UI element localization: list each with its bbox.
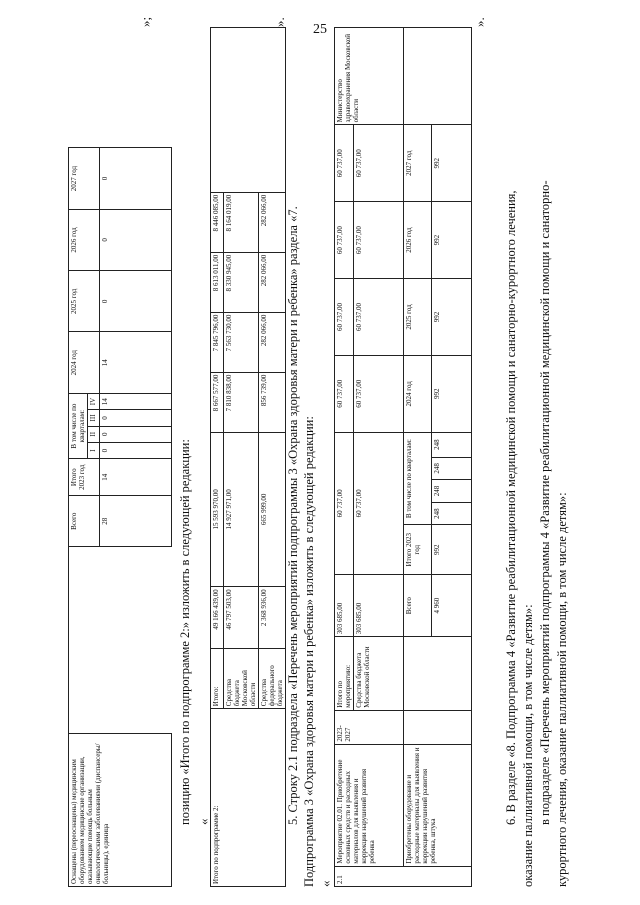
header-q4: IV <box>88 393 100 409</box>
res-q4: 248 <box>432 432 472 457</box>
header-2025: 2025 год <box>69 271 100 332</box>
cell-2027: 0 <box>100 148 172 209</box>
header-quarters: В том числе по кварталам: <box>69 393 88 458</box>
year-2023-itogo: 60 737,00 <box>335 432 354 574</box>
header-2024: 2024 год <box>69 332 100 393</box>
closing-quote-1: »; <box>138 16 153 27</box>
row-regional-2025: 7 563 730,00 <box>224 312 259 372</box>
source-regional: Средства бюджета Московской области <box>354 637 404 710</box>
cell-2025: 0 <box>100 271 172 332</box>
paragraph-5-line-1: 5. Строку 2.1 подраздела «Перечень мероприятий подпрограммы 3 «Охрана здоровья матери и ребенка» раздела «7. <box>286 206 300 825</box>
row-federal-2026: 282 066,00 <box>259 252 286 312</box>
event-period: 2023-2027 <box>335 710 404 744</box>
row-itogo-total: 49 166 439,00 <box>211 587 224 649</box>
itogo-2024: 60 737,00 <box>335 355 354 432</box>
row-regional-label: Средства бюджета Московской области <box>224 649 259 709</box>
row-itogo-2024: 8 667 577,00 <box>211 372 224 432</box>
subprogram-2-label: Итого по подпрограмме 2: <box>211 709 286 887</box>
res-q1: 248 <box>432 502 472 525</box>
res-header-2024: 2024 год <box>404 355 432 432</box>
source-itogo: Итого по мероприятию: <box>335 637 354 710</box>
row-federal-label: Средства федерального бюджета <box>259 649 286 709</box>
res-header-2027: 2027 год <box>404 125 432 202</box>
row-federal-2023: 665 999,00 <box>259 432 286 587</box>
year-2023-regional: 60 737,00 <box>354 432 404 574</box>
res-2023: 992 <box>432 525 472 575</box>
res-2024: 992 <box>432 355 472 432</box>
subprogram-2-total-table <box>210 27 286 887</box>
res-header-2025: 2025 год <box>404 279 432 356</box>
indicator-label: Оснащены (переоснащены) медицинским оборудованием медицинские организации, оказывающие помощь больным онкологическими заболеваниями (диспансеры/ больницы), единица <box>69 733 172 886</box>
row-regional-total: 46 797 503,00 <box>224 587 259 649</box>
page-number: 25 <box>313 22 327 37</box>
cell-total: 28 <box>100 496 172 547</box>
indicator-table-oncology <box>68 27 172 887</box>
paragraph-6-line-1: 6. В разделе «8. Подпрограмма 4 «Развитие реабилитационной медицинской помощи и санаторно-курортного лечения, <box>504 190 518 825</box>
row-regional-2026: 8 330 945,00 <box>224 252 259 312</box>
res-header-2026: 2026 год <box>404 202 432 279</box>
cell-q3: 0 <box>100 410 172 426</box>
cell-q2: 0 <box>100 426 172 442</box>
header-2027: 2027 год <box>69 148 100 209</box>
itogo-2026: 60 737,00 <box>335 202 354 279</box>
row-federal-2025: 282 066,00 <box>259 312 286 372</box>
regional-2024: 60 737,00 <box>354 355 404 432</box>
sum-itogo: 303 685,00 <box>335 575 354 637</box>
row-itogo-2027: 8 446 085,00 <box>211 192 224 252</box>
opening-quote-2: « <box>196 818 211 825</box>
regional-2026: 60 737,00 <box>354 202 404 279</box>
row-regional-2027: 8 164 019,00 <box>224 192 259 252</box>
regional-2027: 60 737,00 <box>354 125 404 202</box>
cell-2023: 14 <box>100 459 172 496</box>
res-2026: 992 <box>432 202 472 279</box>
res-total: 4 960 <box>432 575 472 637</box>
opening-quote-3: « <box>318 880 333 887</box>
header-year-total: Итого 2023 год <box>69 459 100 496</box>
regional-2025: 60 737,00 <box>354 279 404 356</box>
paragraph-5-line-2: Подпрограмма 3 «Охрана здоровья матери и ребенка» изложить в следующей редакции: <box>302 416 316 887</box>
row-regional-2024: 7 810 838,00 <box>224 372 259 432</box>
closing-quote-3: ». <box>472 17 487 27</box>
cell-2024: 14 <box>100 332 172 393</box>
paragraph-6-line-2: оказание паллиативной помощи, в том числе детям»: <box>521 604 535 887</box>
paragraph-6-line-3: в подразделе «Перечень мероприятий подпрограммы 4 «Развитие реабилитационной медицинской помощи и санаторно- <box>538 180 552 825</box>
subprogram-3-row-2-1-table <box>334 27 472 887</box>
paragraph-itogo-2: позицию «Итого по подпрограмме 2:» изложить в следующей редакции: <box>178 439 192 825</box>
row-number: 2.1 <box>335 866 472 886</box>
cell-q4: 14 <box>100 393 172 409</box>
row-itogo-label: Итого: <box>211 649 224 709</box>
cell-q1: 0 <box>100 442 172 458</box>
sum-regional: 303 685,00 <box>354 575 404 637</box>
header-q2: II <box>88 426 100 442</box>
cell-2026: 0 <box>100 209 172 270</box>
header-q3: III <box>88 410 100 426</box>
result-label: Приобретены оборудование и расходные материалы для выявления и коррекции нарушений развития ребенка, штука <box>404 744 472 866</box>
itogo-2027: 60 737,00 <box>335 125 354 202</box>
closing-quote-2: ». <box>272 17 287 27</box>
row-itogo-2023: 15 593 970,00 <box>211 432 224 587</box>
row-federal-2024: 856 739,00 <box>259 372 286 432</box>
res-2027: 992 <box>432 125 472 202</box>
itogo-2025: 60 737,00 <box>335 279 354 356</box>
responsible-org: Министерство здравоохранения Московской области <box>335 28 404 125</box>
res-header-quarters: В том числе по кварталам: <box>404 432 432 525</box>
header-2026: 2026 год <box>69 209 100 270</box>
row-federal-total: 2 368 936,00 <box>259 587 286 649</box>
res-q2: 248 <box>432 480 472 503</box>
event-name: Мероприятие 02.01. Приобретение основных средств и расходных материалов для выявления и коррекции нарушений развития ребенка <box>335 744 404 866</box>
res-2025: 992 <box>432 279 472 356</box>
row-itogo-2025: 7 845 796,00 <box>211 312 224 372</box>
paragraph-6-line-4: курортного лечения, оказание паллиативной помощи, в том числе детям»: <box>555 492 569 887</box>
res-header-total: Всего <box>404 575 432 637</box>
res-header-year-total: Итого 2023 год <box>404 525 432 575</box>
row-federal-2027: 282 066,00 <box>259 192 286 252</box>
row-regional-2023: 14 927 971,00 <box>224 432 259 587</box>
header-q1: I <box>88 442 100 458</box>
row-itogo-2026: 8 613 011,00 <box>211 252 224 312</box>
header-total: Всего <box>69 496 100 547</box>
res-q3: 248 <box>432 457 472 480</box>
